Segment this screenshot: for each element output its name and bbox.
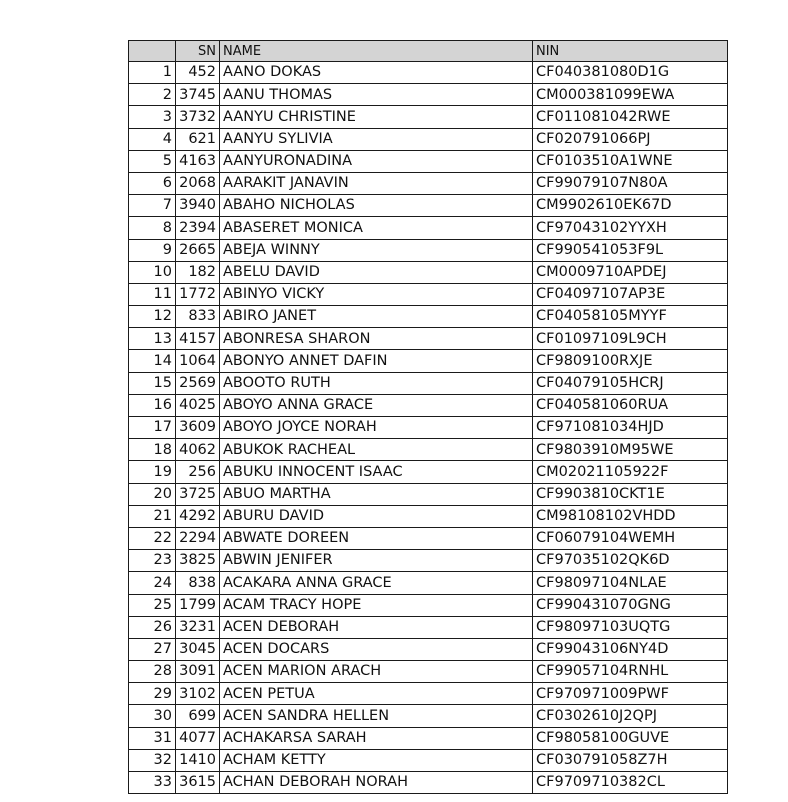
table-row: [129, 372, 728, 394]
table-row: [129, 106, 728, 128]
sn-cell: 2394: [176, 217, 220, 239]
name-cell: ACHAM KETTY: [220, 749, 533, 771]
table-row: [129, 683, 728, 705]
nin-cell: CF990541053F9L: [533, 239, 728, 261]
nin-cell: CF06079104WEMH: [533, 527, 728, 549]
table-row: [129, 150, 728, 172]
nin-cell: CF9709710382CL: [533, 772, 728, 794]
row-index-cell: 3: [129, 106, 176, 128]
table-row: [129, 483, 728, 505]
table-row: [129, 394, 728, 416]
nin-cell: CF04097107AP3E: [533, 283, 728, 305]
table-row: [129, 638, 728, 660]
name-cell: ABELU DAVID: [220, 261, 533, 283]
row-index-cell: 33: [129, 772, 176, 794]
row-index-cell: 17: [129, 417, 176, 439]
sn-cell: 3940: [176, 195, 220, 217]
nin-cell: CF01097109L9CH: [533, 328, 728, 350]
row-index-cell: 9: [129, 239, 176, 261]
header-nin: NIN: [533, 41, 728, 62]
table-row: [129, 505, 728, 527]
row-index-cell: 15: [129, 372, 176, 394]
row-index-cell: 8: [129, 217, 176, 239]
row-index-cell: 25: [129, 594, 176, 616]
sn-cell: 2665: [176, 239, 220, 261]
row-index-cell: 4: [129, 128, 176, 150]
name-cell: ACEN SANDRA HELLEN: [220, 705, 533, 727]
row-index-cell: 11: [129, 283, 176, 305]
name-cell: AANU THOMAS: [220, 84, 533, 106]
row-index-cell: 19: [129, 461, 176, 483]
table-row: [129, 350, 728, 372]
table-row: [129, 572, 728, 594]
table-row: [129, 727, 728, 749]
table-row: [129, 283, 728, 305]
nin-cell: CF040581060RUA: [533, 394, 728, 416]
row-index-cell: 20: [129, 483, 176, 505]
table-row: [129, 550, 728, 572]
nin-cell: CF99079107N80A: [533, 172, 728, 194]
name-cell: AANO DOKAS: [220, 62, 533, 84]
name-cell: ACEN DEBORAH: [220, 616, 533, 638]
sn-cell: 3091: [176, 661, 220, 683]
header-sn: SN: [176, 41, 220, 62]
row-index-cell: 6: [129, 172, 176, 194]
row-index-cell: 31: [129, 727, 176, 749]
name-cell: ABONYO ANNET DAFIN: [220, 350, 533, 372]
row-index-cell: 5: [129, 150, 176, 172]
sn-cell: 3045: [176, 638, 220, 660]
sn-cell: 2569: [176, 372, 220, 394]
header-row: [129, 41, 728, 62]
sn-cell: 4163: [176, 150, 220, 172]
table-row: [129, 594, 728, 616]
nin-cell: CF98058100GUVE: [533, 727, 728, 749]
row-index-cell: 30: [129, 705, 176, 727]
nin-cell: CF011081042RWE: [533, 106, 728, 128]
table-row: [129, 239, 728, 261]
name-cell: ABASERET MONICA: [220, 217, 533, 239]
table-row: [129, 217, 728, 239]
sn-cell: 621: [176, 128, 220, 150]
table-row: [129, 84, 728, 106]
header-name: NAME: [220, 41, 533, 62]
sn-cell: 3725: [176, 483, 220, 505]
name-cell: ACEN DOCARS: [220, 638, 533, 660]
nin-cell: CM9902610EK67D: [533, 195, 728, 217]
name-cell: ABOOTO RUTH: [220, 372, 533, 394]
nin-cell: CF97035102QK6D: [533, 550, 728, 572]
sn-cell: 833: [176, 306, 220, 328]
sn-cell: 4025: [176, 394, 220, 416]
name-cell: ABWATE DOREEN: [220, 527, 533, 549]
row-index-cell: 32: [129, 749, 176, 771]
sn-cell: 1064: [176, 350, 220, 372]
nin-cell: CF970971009PWF: [533, 683, 728, 705]
name-cell: ABIRO JANET: [220, 306, 533, 328]
row-index-cell: 28: [129, 661, 176, 683]
table-row: [129, 417, 728, 439]
table-row: [129, 749, 728, 771]
sn-cell: 1772: [176, 283, 220, 305]
nin-cell: CM0009710APDEJ: [533, 261, 728, 283]
table-row: [129, 328, 728, 350]
row-index-cell: 13: [129, 328, 176, 350]
name-cell: ABEJA WINNY: [220, 239, 533, 261]
nin-cell: CM98108102VHDD: [533, 505, 728, 527]
table-row: [129, 661, 728, 683]
table-row: [129, 261, 728, 283]
table-row: [129, 772, 728, 794]
nin-cell: CF040381080D1G: [533, 62, 728, 84]
nin-cell: CF0302610J2QPJ: [533, 705, 728, 727]
name-cell: ABUO MARTHA: [220, 483, 533, 505]
name-cell: ABUKOK RACHEAL: [220, 439, 533, 461]
sn-cell: 3102: [176, 683, 220, 705]
sn-cell: 4077: [176, 727, 220, 749]
sn-cell: 452: [176, 62, 220, 84]
table-row: [129, 461, 728, 483]
name-cell: ACEN PETUA: [220, 683, 533, 705]
sn-cell: 3732: [176, 106, 220, 128]
row-index-cell: 21: [129, 505, 176, 527]
row-index-cell: 29: [129, 683, 176, 705]
name-cell: ACAM TRACY HOPE: [220, 594, 533, 616]
row-index-cell: 24: [129, 572, 176, 594]
nin-cell: CM000381099EWA: [533, 84, 728, 106]
name-cell: ABURU DAVID: [220, 505, 533, 527]
name-cell: ABAHO NICHOLAS: [220, 195, 533, 217]
table-row: [129, 128, 728, 150]
nin-cell: CF04079105HCRJ: [533, 372, 728, 394]
sn-cell: 699: [176, 705, 220, 727]
table-row: [129, 62, 728, 84]
sn-cell: 3825: [176, 550, 220, 572]
table-row: [129, 195, 728, 217]
row-index-cell: 14: [129, 350, 176, 372]
name-cell: ACHAN DEBORAH NORAH: [220, 772, 533, 794]
nin-cell: CF020791066PJ: [533, 128, 728, 150]
header-index: [129, 41, 176, 62]
row-index-cell: 18: [129, 439, 176, 461]
sn-cell: 1410: [176, 749, 220, 771]
row-index-cell: 26: [129, 616, 176, 638]
nin-cell: CF9809100RXJE: [533, 350, 728, 372]
name-cell: ABONRESA SHARON: [220, 328, 533, 350]
row-index-cell: 23: [129, 550, 176, 572]
table-row: [129, 616, 728, 638]
nin-cell: CF99057104RNHL: [533, 661, 728, 683]
nin-cell: CF990431070GNG: [533, 594, 728, 616]
table-row: [129, 172, 728, 194]
nin-cell: CF030791058Z7H: [533, 749, 728, 771]
name-cell: AARAKIT JANAVIN: [220, 172, 533, 194]
table-row: [129, 306, 728, 328]
names-table: [128, 40, 728, 794]
sn-cell: 3609: [176, 417, 220, 439]
nin-cell: CF9903810CKT1E: [533, 483, 728, 505]
nin-cell: CF98097104NLAE: [533, 572, 728, 594]
nin-cell: CM02021105922F: [533, 461, 728, 483]
row-index-cell: 16: [129, 394, 176, 416]
sn-cell: 838: [176, 572, 220, 594]
sn-cell: 4292: [176, 505, 220, 527]
name-cell: ABOYO JOYCE NORAH: [220, 417, 533, 439]
name-cell: AANYU CHRISTINE: [220, 106, 533, 128]
name-cell: ABWIN JENIFER: [220, 550, 533, 572]
name-cell: ACEN MARION ARACH: [220, 661, 533, 683]
table-row: [129, 439, 728, 461]
sn-cell: 3615: [176, 772, 220, 794]
row-index-cell: 12: [129, 306, 176, 328]
sn-cell: 4157: [176, 328, 220, 350]
nin-cell: CF99043106NY4D: [533, 638, 728, 660]
nin-cell: CF04058105MYYF: [533, 306, 728, 328]
sn-cell: 4062: [176, 439, 220, 461]
name-cell: AANYURONADINA: [220, 150, 533, 172]
name-cell: ACHAKARSA SARAH: [220, 727, 533, 749]
row-index-cell: 10: [129, 261, 176, 283]
nin-cell: CF9803910M95WE: [533, 439, 728, 461]
name-cell: ACAKARA ANNA GRACE: [220, 572, 533, 594]
sn-cell: 182: [176, 261, 220, 283]
sn-cell: 2294: [176, 527, 220, 549]
nin-cell: CF97043102YYXH: [533, 217, 728, 239]
row-index-cell: 7: [129, 195, 176, 217]
nin-cell: CF98097103UQTG: [533, 616, 728, 638]
table-row: [129, 527, 728, 549]
sn-cell: 3231: [176, 616, 220, 638]
sn-cell: 3745: [176, 84, 220, 106]
name-cell: AANYU SYLIVIA: [220, 128, 533, 150]
name-cell: ABOYO ANNA GRACE: [220, 394, 533, 416]
sn-cell: 256: [176, 461, 220, 483]
row-index-cell: 1: [129, 62, 176, 84]
nin-cell: CF971081034HJD: [533, 417, 728, 439]
row-index-cell: 2: [129, 84, 176, 106]
sn-cell: 2068: [176, 172, 220, 194]
table-row: [129, 705, 728, 727]
table-body: [129, 62, 728, 794]
name-cell: ABINYO VICKY: [220, 283, 533, 305]
row-index-cell: 22: [129, 527, 176, 549]
row-index-cell: 27: [129, 638, 176, 660]
sn-cell: 1799: [176, 594, 220, 616]
nin-cell: CF0103510A1WNE: [533, 150, 728, 172]
name-cell: ABUKU INNOCENT ISAAC: [220, 461, 533, 483]
